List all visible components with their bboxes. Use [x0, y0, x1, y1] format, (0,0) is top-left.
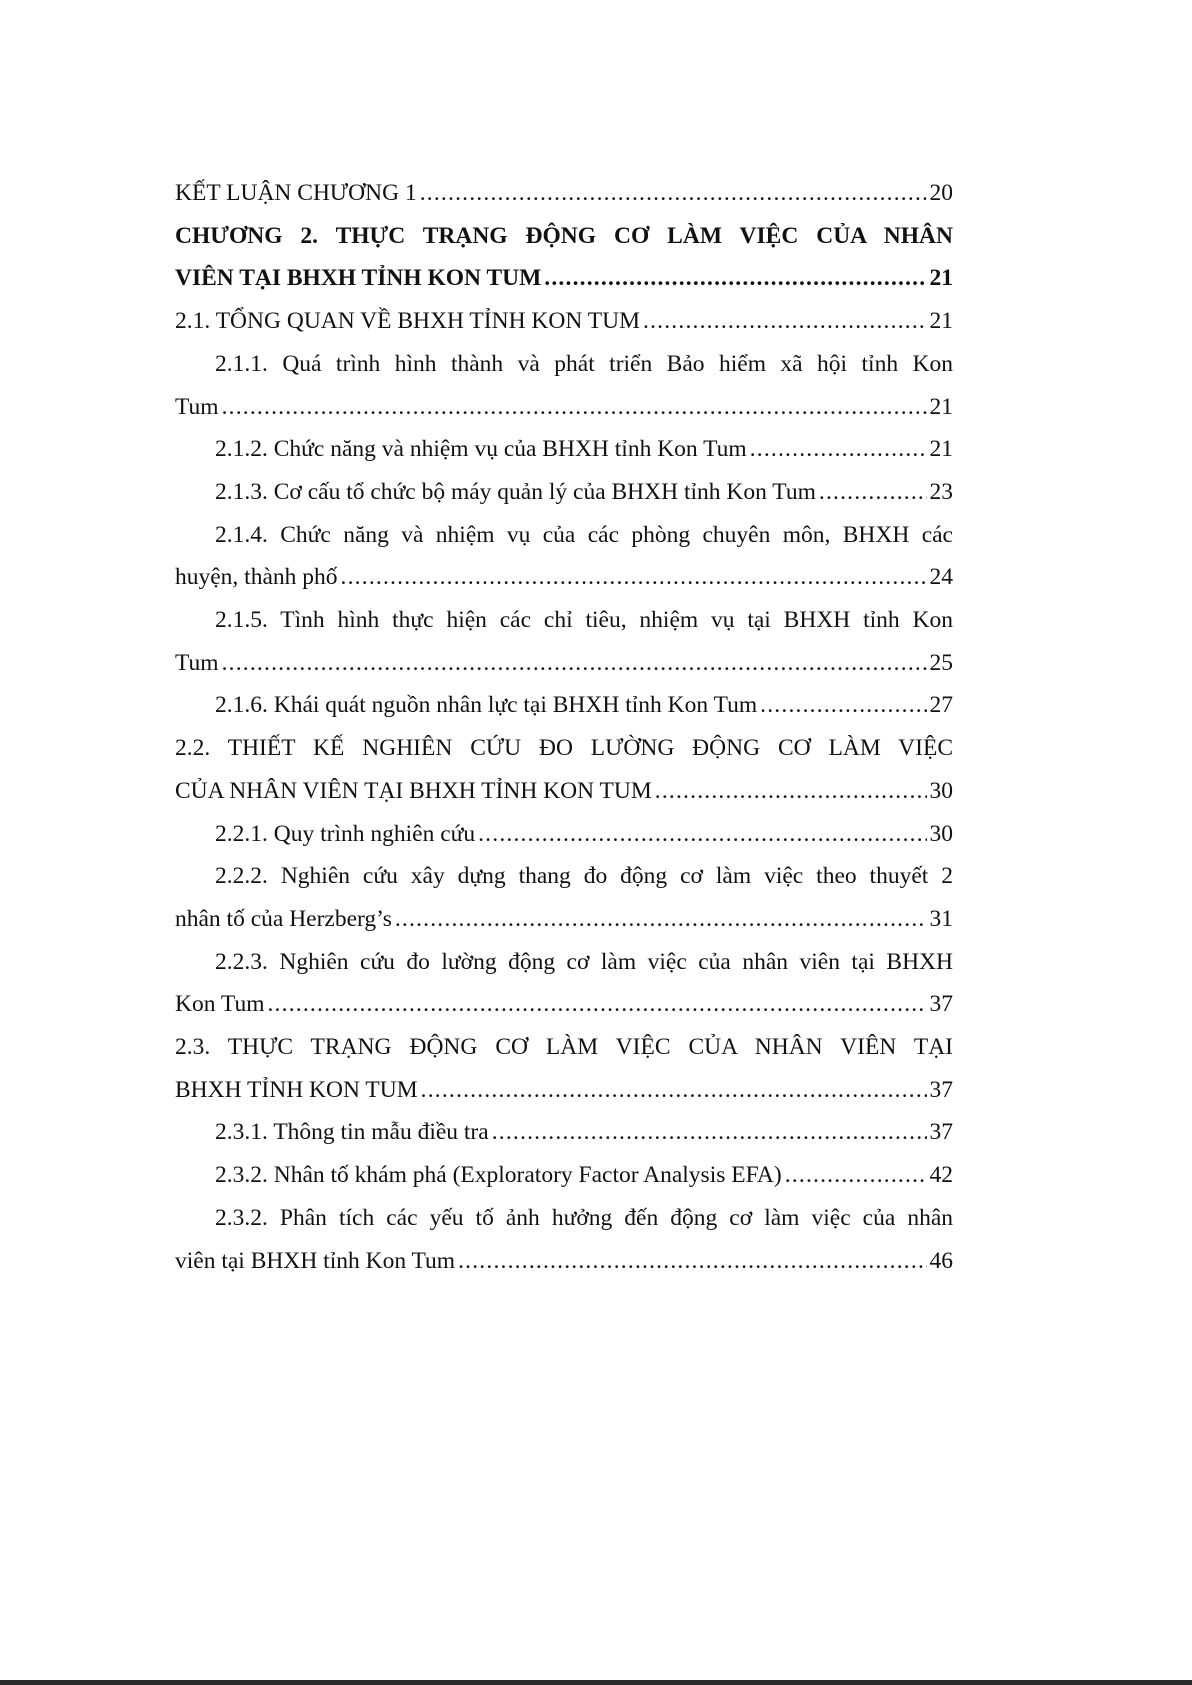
toc-entry[interactable] [175, 1197, 953, 1282]
toc-page-number: 23 [929, 478, 953, 505]
toc-entry-line [175, 898, 953, 941]
toc-entry[interactable] [175, 684, 953, 727]
dot-leader [341, 556, 927, 599]
toc-page-number: 24 [929, 564, 953, 591]
toc-page-number: 27 [929, 692, 953, 719]
toc-entry-wrapped-line: 2.3. THỰC TRẠNG ĐỘNG CƠ LÀM VIỆC CỦA NHÂN VIÊN TẠI [175, 1034, 953, 1061]
toc-entry-title: viên tại BHXH tỉnh Kon Tum [175, 1247, 456, 1274]
dot-leader [222, 642, 927, 685]
toc-entry-line [175, 386, 953, 429]
toc-entry-wrapped-line: 2.1.4. Chức năng và nhiệm vụ của các phòng chuyên môn, BHXH các [215, 521, 953, 548]
dot-leader [655, 770, 927, 813]
toc-entry-line [175, 1111, 953, 1154]
dot-leader [750, 428, 927, 471]
dot-leader [492, 1111, 927, 1154]
toc-entry-wrapped-line: 2.2.2. Nghiên cứu xây dựng thang đo động cơ làm việc theo thuyết 2 [215, 863, 953, 890]
dot-leader [785, 1154, 927, 1197]
dot-leader [420, 172, 927, 215]
toc-entry-line [175, 471, 953, 514]
toc-entry[interactable] [175, 514, 953, 599]
toc-entry-line [175, 1154, 953, 1197]
dot-leader [458, 1240, 926, 1283]
toc-entry-line [175, 642, 953, 685]
dot-leader [395, 898, 927, 941]
toc-page-number: 25 [929, 649, 953, 676]
toc-entry-title: 2.1.2. Chức năng và nhiệm vụ của BHXH tỉnh Kon Tum [215, 436, 747, 463]
toc-entry-wrapped-line: 2.2. THIẾT KẾ NGHIÊN CỨU ĐO LƯỜNG ĐỘNG CƠ LÀM VIỆC [175, 735, 953, 762]
toc-page-number: 20 [929, 180, 953, 206]
toc-entry[interactable] [175, 599, 953, 684]
toc-entry[interactable] [175, 727, 953, 812]
dot-leader [478, 813, 926, 856]
toc-entry-line [175, 556, 953, 599]
toc-entry[interactable] [175, 813, 953, 856]
dot-leader [643, 300, 927, 343]
toc-entry-title: KẾT LUẬN CHƯƠNG 1 [175, 180, 417, 206]
toc-entry-title: huyện, thành phố [175, 564, 338, 591]
toc-entry-title: nhân tố của Herzberg’s [175, 905, 392, 932]
toc-entry-title: 2.1.3. Cơ cấu tổ chức bộ máy quản lý của BHXH tỉnh Kon Tum [215, 478, 816, 505]
toc-page-number: 42 [929, 1162, 953, 1189]
toc-page-number: 31 [929, 905, 953, 932]
toc-entry[interactable] [175, 428, 953, 471]
dot-leader [760, 684, 926, 727]
toc-entry[interactable] [175, 1111, 953, 1154]
toc-entry[interactable] [175, 1154, 953, 1197]
toc-page-number: 37 [929, 1119, 953, 1146]
toc-page-number: 37 [929, 991, 953, 1018]
toc-entry[interactable] [175, 471, 953, 514]
toc-entry-wrapped-line: 2.1.5. Tình hình thực hiện các chỉ tiêu, nhiệm vụ tại BHXH tỉnh Kon [215, 607, 953, 634]
toc-entry[interactable] [175, 941, 953, 1026]
toc-entry-line [175, 428, 953, 471]
toc-entry[interactable] [175, 855, 953, 940]
toc-entry-title: BHXH TỈNH KON TUM [175, 1076, 418, 1103]
toc-entry[interactable] [175, 300, 953, 343]
toc-entry-wrapped-line: CHƯƠNG 2. THỰC TRẠNG ĐỘNG CƠ LÀM VIỆC CỦA NHÂN [175, 222, 953, 249]
table-of-contents [175, 172, 953, 1282]
toc-entry-title: CỦA NHÂN VIÊN TẠI BHXH TỈNH KON TUM [175, 777, 652, 804]
toc-entry-line [175, 257, 953, 300]
toc-page-number: 46 [929, 1247, 953, 1274]
toc-entry-wrapped-line: 2.3.2. Phân tích các yếu tố ảnh hưởng đến động cơ làm việc của nhân [215, 1204, 953, 1231]
dot-leader [421, 1069, 927, 1112]
page-bottom-edge [0, 1680, 1192, 1685]
toc-page-number: 21 [929, 308, 953, 335]
toc-entry-line [175, 172, 953, 215]
toc-entry-title: Tum [175, 649, 219, 676]
toc-entry[interactable] [175, 1026, 953, 1111]
toc-entry-line [175, 300, 953, 343]
toc-entry-wrapped-line: 2.2.3. Nghiên cứu đo lường động cơ làm việc của nhân viên tại BHXH [215, 948, 953, 975]
toc-entry-title: 2.1.6. Khái quát nguồn nhân lực tại BHXH tỉnh Kon Tum [215, 692, 758, 719]
toc-entry-title: Tum [175, 393, 219, 420]
toc-entry-line [175, 684, 953, 727]
toc-entry-title: 2.2.1. Quy trình nghiên cứu [215, 820, 476, 847]
toc-entry-line [175, 1240, 953, 1283]
toc-entry-title: VIÊN TẠI BHXH TỈNH KON TUM [175, 265, 542, 292]
dot-leader [544, 257, 926, 300]
toc-page-number: 37 [929, 1076, 953, 1103]
toc-page-number: 21 [929, 393, 953, 420]
toc-entry-line [175, 983, 953, 1026]
toc-entry-line [175, 770, 953, 813]
dot-leader [267, 983, 926, 1026]
toc-page-number: 21 [929, 436, 953, 463]
toc-entry-title: 2.1. TỔNG QUAN VỀ BHXH TỈNH KON TUM [175, 308, 640, 335]
toc-entry[interactable] [175, 343, 953, 428]
toc-entry-line [175, 813, 953, 856]
toc-page-number: 21 [929, 265, 953, 292]
toc-entry-title: 2.3.2. Nhân tố khám phá (Exploratory Factor Analysis EFA) [215, 1162, 782, 1189]
toc-entry-title: 2.3.1. Thông tin mẫu điều tra [215, 1119, 489, 1146]
toc-entry-wrapped-line: 2.1.1. Quá trình hình thành và phát triển Bảo hiểm xã hội tỉnh Kon [215, 350, 953, 377]
toc-page-number: 30 [929, 777, 953, 804]
toc-entry[interactable] [175, 172, 953, 215]
toc-entry-line [175, 1069, 953, 1112]
toc-entry-title: Kon Tum [175, 991, 265, 1018]
dot-leader [222, 386, 927, 429]
toc-page-number: 30 [929, 820, 953, 847]
dot-leader [819, 471, 927, 514]
toc-entry[interactable] [175, 215, 953, 300]
